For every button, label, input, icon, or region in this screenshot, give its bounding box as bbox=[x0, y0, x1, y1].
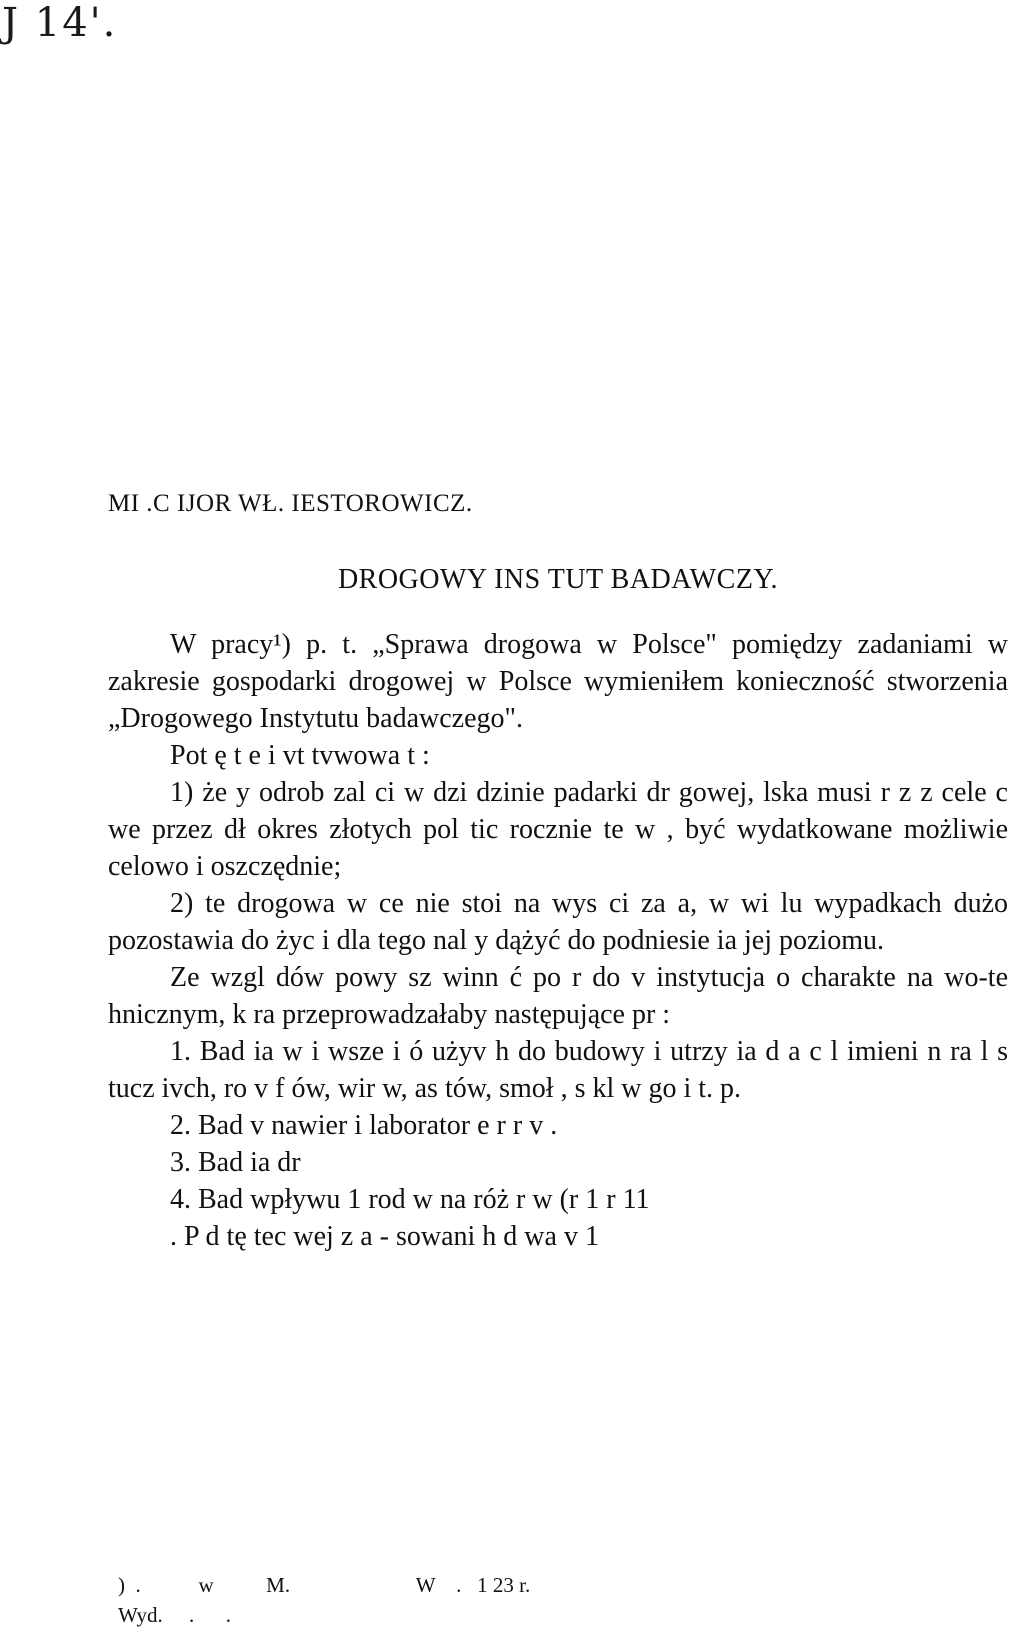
list-item-5: . P d tę tec wej z a - sowani h d wa v 1 bbox=[170, 1221, 599, 1252]
list-item-4: 4. Bad wpływu 1 rod w na róż r w (r 1 r 11 bbox=[170, 1184, 650, 1215]
list-item-2: 2. Bad v nawier i laborator e r r v . bbox=[170, 1110, 558, 1141]
article-body bbox=[108, 626, 1008, 1255]
author-name: MI .C IJOR WŁ. IESTOROWICZ. bbox=[108, 490, 473, 517]
list-item-3: 3. Bad ia dr bbox=[170, 1147, 301, 1178]
list-item-1: 1. Bad ia w i wsze i ó użyv h do budowy i utrzy ia d a c l imieni n ra l s tucz ivch, ro v f ów, wir w, as tów, smoł , s kl w go i t. p. bbox=[108, 1036, 1008, 1104]
handwritten-page-mark: J 14'. bbox=[2, 0, 118, 46]
footnote-line-1: ) . w M. W . 1 23 r. bbox=[118, 1573, 531, 1597]
paragraph-lead: Pot ę t e i vt tvwowa t : bbox=[170, 740, 430, 771]
paragraph-conclusion: Ze wzgl dów powy sz winn ć po r do v instytucja o charakte na wo-te hnicznym, k ra przeprowadzałaby następujące pr : bbox=[108, 962, 1008, 1030]
document-page bbox=[108, 490, 1008, 1255]
footnote-line-2: Wyd. . . bbox=[118, 1603, 232, 1627]
paragraph-intro: W pracy¹) p. t. „Sprawa drogowa w Polsce" pomiędzy zadaniami w zakresie gospodarki drogowej w Polsce wymieniłem konieczność stworzenia „Drogowego Instytutu badawczego". bbox=[108, 629, 1008, 734]
paragraph-point-2: 2) te drogowa w ce nie stoi na wys ci za a, w wi lu wypadkach dużo pozostawia do życ i dla tego nal y dążyć do podniesie ia jej poziomu. bbox=[108, 888, 1008, 956]
footnote bbox=[118, 1570, 1018, 1630]
paragraph-point-1: 1) że y odrob zal ci w dzi dzinie padarki dr gowej, lska musi r z z cele c we przez dł okres złotych pol tic rocznie te w , być wydatkowane możliwie celowo i oszczędnie; bbox=[108, 777, 1008, 882]
article-title: DROGOWY INS TUT BADAWCZY. bbox=[337, 564, 779, 595]
